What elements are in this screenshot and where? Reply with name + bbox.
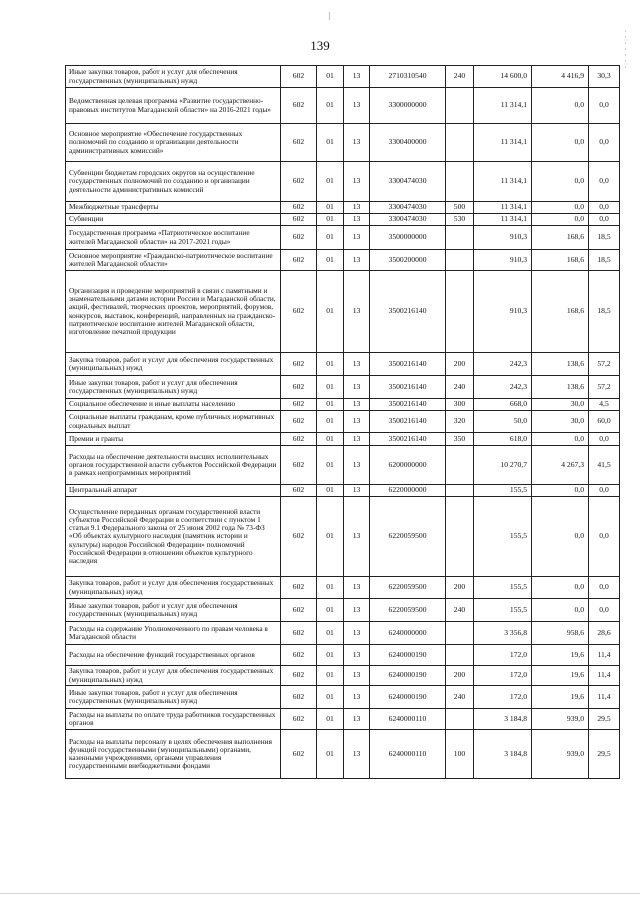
cell-target-article: 6240000110 bbox=[370, 730, 446, 779]
table-row bbox=[66, 214, 620, 226]
cell-expense-type bbox=[446, 88, 474, 124]
cell-percent: 0,0 bbox=[589, 497, 620, 577]
cell-plan: 11 314,1 bbox=[474, 124, 532, 162]
cell-fact: 0,0 bbox=[532, 202, 589, 214]
cell-fact: 19,6 bbox=[532, 686, 589, 709]
row-name: Расходы на выплаты персоналу в целях обеспечения выполнения функций государственными (муниципальными) органами, казенными учреждениями, органами управления государственными внебюджетными фондами bbox=[66, 730, 281, 779]
cell-fact: 168,6 bbox=[532, 250, 589, 271]
cell-target-article: 3500216140 bbox=[370, 353, 446, 376]
cell-plan: 910,3 bbox=[474, 226, 532, 250]
cell-vedomstvo: 602 bbox=[281, 730, 317, 779]
cell-razdel: 01 bbox=[317, 645, 344, 666]
cell-podrazdel: 13 bbox=[344, 226, 370, 250]
cell-plan: 11 314,1 bbox=[474, 202, 532, 214]
table-row bbox=[66, 446, 620, 485]
table-row bbox=[66, 162, 620, 202]
cell-percent: 0,0 bbox=[589, 433, 620, 446]
cell-vedomstvo: 602 bbox=[281, 433, 317, 446]
page-number: 139 bbox=[310, 38, 330, 53]
bottom-scan-line bbox=[0, 893, 640, 894]
cell-fact: 4 267,3 bbox=[532, 446, 589, 485]
cell-fact: 0,0 bbox=[532, 599, 589, 622]
cell-plan: 11 314,1 bbox=[474, 214, 532, 226]
cell-percent: 0,0 bbox=[589, 162, 620, 202]
cell-fact: 0,0 bbox=[532, 433, 589, 446]
cell-razdel: 01 bbox=[317, 577, 344, 599]
cell-podrazdel: 13 bbox=[344, 214, 370, 226]
table-row bbox=[66, 226, 620, 250]
cell-podrazdel: 13 bbox=[344, 686, 370, 709]
cell-vedomstvo: 602 bbox=[281, 271, 317, 353]
table-row bbox=[66, 497, 620, 577]
table-row bbox=[66, 353, 620, 376]
cell-percent: 0,0 bbox=[589, 599, 620, 622]
row-name: Иные закупки товаров, работ и услуг для обеспечения государственных (муниципальных) нужд bbox=[66, 376, 281, 399]
cell-razdel: 01 bbox=[317, 124, 344, 162]
cell-plan: 172,0 bbox=[474, 666, 532, 686]
table-row bbox=[66, 709, 620, 730]
cell-percent: 0,0 bbox=[589, 124, 620, 162]
cell-fact: 0,0 bbox=[532, 485, 589, 497]
table-row bbox=[66, 645, 620, 666]
cell-percent: 60,0 bbox=[589, 411, 620, 433]
row-name: Социальные выплаты гражданам, кроме публичных нормативных социальных выплат bbox=[66, 411, 281, 433]
cell-razdel: 01 bbox=[317, 250, 344, 271]
cell-podrazdel: 13 bbox=[344, 577, 370, 599]
cell-percent: 28,6 bbox=[589, 622, 620, 645]
cell-expense-type bbox=[446, 226, 474, 250]
cell-fact: 0,0 bbox=[532, 214, 589, 226]
cell-podrazdel: 13 bbox=[344, 497, 370, 577]
cell-podrazdel: 13 bbox=[344, 446, 370, 485]
cell-percent: 18,5 bbox=[589, 271, 620, 353]
cell-plan: 50,0 bbox=[474, 411, 532, 433]
row-name: Государственная программа «Патриотическое воспитание жителей Магаданской области» на 2017-2021 годы» bbox=[66, 226, 281, 250]
cell-vedomstvo: 602 bbox=[281, 709, 317, 730]
cell-podrazdel: 13 bbox=[344, 599, 370, 622]
table-row bbox=[66, 622, 620, 645]
table-row bbox=[66, 88, 620, 124]
cell-plan: 910,3 bbox=[474, 250, 532, 271]
cell-plan: 11 314,1 bbox=[474, 88, 532, 124]
cell-fact: 19,6 bbox=[532, 645, 589, 666]
cell-razdel: 01 bbox=[317, 202, 344, 214]
row-name: Организация и проведение мероприятий в связи с памятными и знаменательными датами истории России и Магаданской области, акций, фестивалей, творческих проектов, мероприятий, форумов, конкурсов, выставок, конференций, направленных на гражданско-патриотическое воспитание жителей Магаданской области, изготовление печатной продукции bbox=[66, 271, 281, 353]
cell-podrazdel: 13 bbox=[344, 666, 370, 686]
cell-target-article: 6240000190 bbox=[370, 686, 446, 709]
cell-target-article: 6240000190 bbox=[370, 666, 446, 686]
table-row bbox=[66, 399, 620, 411]
cell-vedomstvo: 602 bbox=[281, 202, 317, 214]
cell-plan: 11 314,1 bbox=[474, 162, 532, 202]
row-name: Премии и гранты bbox=[66, 433, 281, 446]
cell-percent: 0,0 bbox=[589, 214, 620, 226]
cell-percent: 11,4 bbox=[589, 645, 620, 666]
cell-percent: 41,5 bbox=[589, 446, 620, 485]
cell-percent: 4,5 bbox=[589, 399, 620, 411]
cell-fact: 138,6 bbox=[532, 376, 589, 399]
cell-plan: 172,0 bbox=[474, 686, 532, 709]
cell-vedomstvo: 602 bbox=[281, 124, 317, 162]
table-row bbox=[66, 599, 620, 622]
cell-razdel: 01 bbox=[317, 622, 344, 645]
cell-percent: 57,2 bbox=[589, 353, 620, 376]
cell-expense-type bbox=[446, 485, 474, 497]
row-name: Расходы на содержание Уполномоченного по правам человека в Магаданской области bbox=[66, 622, 281, 645]
cell-plan: 155,5 bbox=[474, 485, 532, 497]
cell-target-article: 3300000000 bbox=[370, 88, 446, 124]
cell-podrazdel: 13 bbox=[344, 250, 370, 271]
cell-razdel: 01 bbox=[317, 353, 344, 376]
table-row bbox=[66, 730, 620, 779]
row-name: Иные закупки товаров, работ и услуг для обеспечения государственных (муниципальных) нужд bbox=[66, 599, 281, 622]
cell-vedomstvo: 602 bbox=[281, 645, 317, 666]
cell-target-article: 3300474030 bbox=[370, 202, 446, 214]
cell-razdel: 01 bbox=[317, 599, 344, 622]
cell-plan: 3 356,8 bbox=[474, 622, 532, 645]
cell-razdel: 01 bbox=[317, 66, 344, 88]
cell-razdel: 01 bbox=[317, 497, 344, 577]
cell-vedomstvo: 602 bbox=[281, 599, 317, 622]
cell-target-article: 3500216140 bbox=[370, 376, 446, 399]
cell-fact: 138,6 bbox=[532, 353, 589, 376]
cell-expense-type bbox=[446, 250, 474, 271]
cell-fact: 30,0 bbox=[532, 411, 589, 433]
table-row bbox=[66, 124, 620, 162]
cell-podrazdel: 13 bbox=[344, 162, 370, 202]
row-name: Расходы на обеспечение функций государственных органов bbox=[66, 645, 281, 666]
cell-podrazdel: 13 bbox=[344, 124, 370, 162]
cell-expense-type bbox=[446, 645, 474, 666]
row-name: Закупка товаров, работ и услуг для обеспечения государственных (муниципальных) нужд bbox=[66, 577, 281, 599]
cell-podrazdel: 13 bbox=[344, 399, 370, 411]
table-row bbox=[66, 686, 620, 709]
cell-expense-type: 320 bbox=[446, 411, 474, 433]
cell-percent: 0,0 bbox=[589, 88, 620, 124]
table-row bbox=[66, 666, 620, 686]
row-name: Межбюджетные трансферты bbox=[66, 202, 281, 214]
cell-podrazdel: 13 bbox=[344, 730, 370, 779]
cell-razdel: 01 bbox=[317, 271, 344, 353]
row-name: Центральный аппарат bbox=[66, 485, 281, 497]
cell-podrazdel: 13 bbox=[344, 353, 370, 376]
cell-razdel: 01 bbox=[317, 376, 344, 399]
cell-target-article: 3300474030 bbox=[370, 162, 446, 202]
row-name: Осуществление переданных органам государственной власти субъектов Российской Федерации в соответствии с пунктом 1 статьи 9.1 Федерального закона от 25 июня 2002 года № 73-ФЗ «Об объектах культурного наследия (памятник истории и культуры) народов Российской Федерации» полномочий Российской Федерации в отношении объектов культурного наследия bbox=[66, 497, 281, 577]
cell-percent: 29,5 bbox=[589, 709, 620, 730]
cell-target-article: 6240000110 bbox=[370, 709, 446, 730]
cell-podrazdel: 13 bbox=[344, 622, 370, 645]
cell-podrazdel: 13 bbox=[344, 645, 370, 666]
cell-percent: 18,5 bbox=[589, 226, 620, 250]
cell-expense-type bbox=[446, 162, 474, 202]
row-name: Ведомственная целевая программа «Развитие государственно-правовых институтов Магаданской области» на 2016-2021 годы» bbox=[66, 88, 281, 124]
cell-vedomstvo: 602 bbox=[281, 214, 317, 226]
cell-expense-type: 350 bbox=[446, 433, 474, 446]
cell-expense-type: 500 bbox=[446, 202, 474, 214]
cell-expense-type: 200 bbox=[446, 666, 474, 686]
row-name: Закупка товаров, работ и услуг для обеспечения государственных (муниципальных) нужд bbox=[66, 353, 281, 376]
cell-fact: 958,6 bbox=[532, 622, 589, 645]
cell-fact: 939,0 bbox=[532, 730, 589, 779]
cell-razdel: 01 bbox=[317, 214, 344, 226]
table-row bbox=[66, 577, 620, 599]
table-row bbox=[66, 66, 620, 88]
cell-vedomstvo: 602 bbox=[281, 666, 317, 686]
cell-vedomstvo: 602 bbox=[281, 162, 317, 202]
cell-plan: 155,5 bbox=[474, 577, 532, 599]
cell-target-article: 3500200000 bbox=[370, 250, 446, 271]
cell-fact: 4 416,9 bbox=[532, 66, 589, 88]
cell-percent: 0,0 bbox=[589, 485, 620, 497]
cell-target-article: 3500216140 bbox=[370, 433, 446, 446]
cell-plan: 155,5 bbox=[474, 599, 532, 622]
row-name: Расходы на выплаты по оплате труда работников государственных органов bbox=[66, 709, 281, 730]
cell-fact: 168,6 bbox=[532, 271, 589, 353]
cell-percent: 57,2 bbox=[589, 376, 620, 399]
cell-fact: 19,6 bbox=[532, 666, 589, 686]
cell-expense-type bbox=[446, 124, 474, 162]
cell-razdel: 01 bbox=[317, 411, 344, 433]
row-name: Расходы на обеспечение деятельности высших исполнительных органов государственной власти субъектов Российской Федерации в рамках непрограммных мероприятий bbox=[66, 446, 281, 485]
cell-plan: 668,0 bbox=[474, 399, 532, 411]
cell-target-article: 3500216140 bbox=[370, 271, 446, 353]
cell-percent: 11,4 bbox=[589, 666, 620, 686]
table-row bbox=[66, 376, 620, 399]
table-row bbox=[66, 250, 620, 271]
cell-podrazdel: 13 bbox=[344, 433, 370, 446]
row-name: Иные закупки товаров, работ и услуг для обеспечения государственных (муниципальных) нужд bbox=[66, 66, 281, 88]
row-name: Закупка товаров, работ и услуг для обеспечения государственных (муниципальных) нужд bbox=[66, 666, 281, 686]
cell-podrazdel: 13 bbox=[344, 271, 370, 353]
cell-podrazdel: 13 bbox=[344, 376, 370, 399]
cell-target-article: 3300400000 bbox=[370, 124, 446, 162]
cell-target-article: 6220000000 bbox=[370, 485, 446, 497]
cell-plan: 242,3 bbox=[474, 353, 532, 376]
cell-fact: 0,0 bbox=[532, 577, 589, 599]
cell-plan: 172,0 bbox=[474, 645, 532, 666]
cell-percent: 0,0 bbox=[589, 577, 620, 599]
cell-fact: 30,0 bbox=[532, 399, 589, 411]
cell-razdel: 01 bbox=[317, 433, 344, 446]
cell-vedomstvo: 602 bbox=[281, 622, 317, 645]
cell-target-article: 3500000000 bbox=[370, 226, 446, 250]
table-row bbox=[66, 202, 620, 214]
cell-razdel: 01 bbox=[317, 88, 344, 124]
cell-expense-type: 240 bbox=[446, 376, 474, 399]
cell-podrazdel: 13 bbox=[344, 485, 370, 497]
cell-podrazdel: 13 bbox=[344, 202, 370, 214]
cell-target-article: 2710310540 bbox=[370, 66, 446, 88]
cell-razdel: 01 bbox=[317, 399, 344, 411]
cell-fact: 939,0 bbox=[532, 709, 589, 730]
cell-percent: 18,5 bbox=[589, 250, 620, 271]
cell-podrazdel: 13 bbox=[344, 709, 370, 730]
cell-vedomstvo: 602 bbox=[281, 411, 317, 433]
cell-plan: 155,5 bbox=[474, 497, 532, 577]
cell-razdel: 01 bbox=[317, 446, 344, 485]
cell-target-article: 6240000190 bbox=[370, 645, 446, 666]
cell-vedomstvo: 602 bbox=[281, 353, 317, 376]
cell-expense-type: 240 bbox=[446, 599, 474, 622]
cell-plan: 10 270,7 bbox=[474, 446, 532, 485]
cell-fact: 0,0 bbox=[532, 124, 589, 162]
cell-target-article: 6220059500 bbox=[370, 577, 446, 599]
cell-razdel: 01 bbox=[317, 686, 344, 709]
cell-target-article: 3500216140 bbox=[370, 399, 446, 411]
table-row bbox=[66, 485, 620, 497]
cell-target-article: 6240000000 bbox=[370, 622, 446, 645]
cell-target-article: 3500216140 bbox=[370, 411, 446, 433]
cell-vedomstvo: 602 bbox=[281, 686, 317, 709]
cell-vedomstvo: 602 bbox=[281, 446, 317, 485]
cell-expense-type: 240 bbox=[446, 66, 474, 88]
cell-podrazdel: 13 bbox=[344, 88, 370, 124]
cell-expense-type bbox=[446, 446, 474, 485]
cell-razdel: 01 bbox=[317, 666, 344, 686]
cell-plan: 3 184,8 bbox=[474, 730, 532, 779]
cell-expense-type: 300 bbox=[446, 399, 474, 411]
cell-plan: 242,3 bbox=[474, 376, 532, 399]
cell-fact: 0,0 bbox=[532, 88, 589, 124]
cell-plan: 3 184,8 bbox=[474, 709, 532, 730]
cell-target-article: 6220059500 bbox=[370, 497, 446, 577]
cell-razdel: 01 bbox=[317, 226, 344, 250]
cell-vedomstvo: 602 bbox=[281, 497, 317, 577]
cell-percent: 11,4 bbox=[589, 686, 620, 709]
cell-expense-type: 530 bbox=[446, 214, 474, 226]
cell-vedomstvo: 602 bbox=[281, 485, 317, 497]
cell-percent: 29,5 bbox=[589, 730, 620, 779]
cell-razdel: 01 bbox=[317, 709, 344, 730]
table-row bbox=[66, 411, 620, 433]
budget-table bbox=[65, 65, 620, 779]
cell-fact: 0,0 bbox=[532, 162, 589, 202]
cell-percent: 30,3 bbox=[589, 66, 620, 88]
scan-mark-top bbox=[329, 12, 330, 20]
cell-target-article: 6200000000 bbox=[370, 446, 446, 485]
table-row bbox=[66, 271, 620, 353]
cell-plan: 618,0 bbox=[474, 433, 532, 446]
cell-vedomstvo: 602 bbox=[281, 376, 317, 399]
cell-vedomstvo: 602 bbox=[281, 226, 317, 250]
row-name: Основное мероприятие «Гражданско-патриотическое воспитание жителей Магаданской области» bbox=[66, 250, 281, 271]
cell-vedomstvo: 602 bbox=[281, 250, 317, 271]
table-row bbox=[66, 433, 620, 446]
cell-podrazdel: 13 bbox=[344, 66, 370, 88]
cell-plan: 910,3 bbox=[474, 271, 532, 353]
cell-fact: 0,0 bbox=[532, 497, 589, 577]
row-name: Субвенции bbox=[66, 214, 281, 226]
cell-target-article: 6220059500 bbox=[370, 599, 446, 622]
cell-fact: 168,6 bbox=[532, 226, 589, 250]
cell-vedomstvo: 602 bbox=[281, 88, 317, 124]
cell-expense-type: 240 bbox=[446, 686, 474, 709]
cell-expense-type: 100 bbox=[446, 730, 474, 779]
cell-expense-type bbox=[446, 271, 474, 353]
cell-podrazdel: 13 bbox=[344, 411, 370, 433]
cell-plan: 14 600,0 bbox=[474, 66, 532, 88]
row-name: Социальное обеспечение и иные выплаты населению bbox=[66, 399, 281, 411]
cell-razdel: 01 bbox=[317, 162, 344, 202]
cell-vedomstvo: 602 bbox=[281, 577, 317, 599]
cell-expense-type bbox=[446, 622, 474, 645]
cell-expense-type bbox=[446, 709, 474, 730]
row-name: Субвенции бюджетам городских округов на осуществление государственных полномочий по созданию и организации деятельности административных комиссий bbox=[66, 162, 281, 202]
cell-expense-type bbox=[446, 497, 474, 577]
cell-vedomstvo: 602 bbox=[281, 66, 317, 88]
cell-target-article: 3300474030 bbox=[370, 214, 446, 226]
row-name: Иные закупки товаров, работ и услуг для обеспечения государственных (муниципальных) нужд bbox=[66, 686, 281, 709]
row-name: Основное мероприятие «Обеспечение государственных полномочий по созданию и организации деятельности административных комиссий» bbox=[66, 124, 281, 162]
cell-percent: 0,0 bbox=[589, 202, 620, 214]
cell-razdel: 01 bbox=[317, 730, 344, 779]
cell-expense-type: 200 bbox=[446, 353, 474, 376]
cell-expense-type: 200 bbox=[446, 577, 474, 599]
cell-razdel: 01 bbox=[317, 485, 344, 497]
cell-vedomstvo: 602 bbox=[281, 399, 317, 411]
table-body bbox=[66, 66, 620, 779]
